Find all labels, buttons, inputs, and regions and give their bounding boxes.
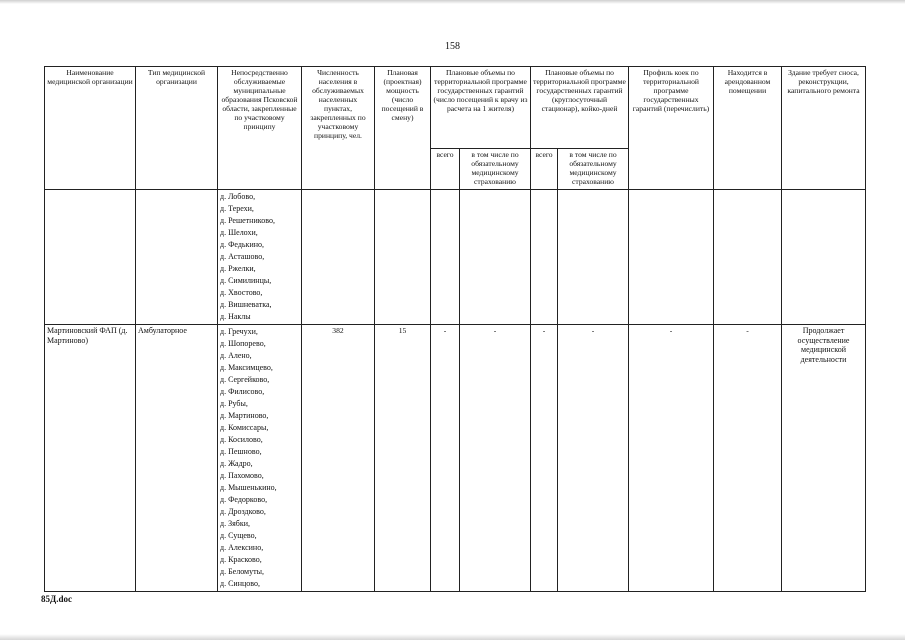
village-name: д. Беломуты, xyxy=(220,567,264,576)
village-name: д. Жадро, xyxy=(220,459,253,468)
header-population: Численность населения в обслуживаемых населенных пунктах, закрепленных по участковому принципу, чел. xyxy=(302,67,375,190)
cell-outpatient-insurance: - xyxy=(460,325,531,592)
document-filename: 85Д.doc xyxy=(41,594,72,604)
village-name: д. Сущево, xyxy=(220,531,257,540)
village-name: д. Алексино, xyxy=(220,543,264,552)
village-name: д. Красково, xyxy=(220,555,262,564)
header-inpatient-volume: Плановые объемы по территориальной программе государственных гарантий (круглосуточный стационар), койко-дней xyxy=(531,67,629,149)
scan-bottom-edge xyxy=(0,634,905,640)
cell-villages xyxy=(218,325,302,592)
village-name: д. Филисово, xyxy=(220,387,265,396)
header-rented: Находится в арендованном помещении xyxy=(714,67,782,190)
cell-building xyxy=(782,325,866,592)
header-bed-profile: Профиль коек по территориальной программе государственных гарантий (перечислить) xyxy=(629,67,714,190)
village-name: д. Терехи, xyxy=(220,204,254,213)
village-name: д. Сергейково, xyxy=(220,375,270,384)
header-outpatient-insurance: в том числе по обязательному медицинскому страхованию xyxy=(460,149,531,190)
village-name: д. Шелохи, xyxy=(220,228,258,237)
table-row-martinovsky xyxy=(45,325,866,592)
cell-empty xyxy=(136,190,218,325)
header-building: Здание требует сноса, реконструкции, капитального ремонта xyxy=(782,67,866,190)
cell-empty xyxy=(629,190,714,325)
medical-organizations-table xyxy=(44,66,866,592)
cell-empty xyxy=(714,190,782,325)
header-outpatient-total: всего xyxy=(431,149,460,190)
village-name: д. Лобово, xyxy=(220,192,256,201)
cell-empty xyxy=(302,190,375,325)
cell-empty xyxy=(782,190,866,325)
cell-outpatient-total: - xyxy=(431,325,460,592)
header-inpatient-total: всего xyxy=(531,149,558,190)
header-row xyxy=(45,67,866,149)
village-name: д. Решетниково, xyxy=(220,216,275,225)
village-name: д. Пешново, xyxy=(220,447,262,456)
cell-inpatient-total: - xyxy=(531,325,558,592)
cell-empty xyxy=(460,190,531,325)
village-name: д. Федькино, xyxy=(220,240,265,249)
village-name: д. Мартиново, xyxy=(220,411,269,420)
cell-empty xyxy=(45,190,136,325)
building-status: Продолжает осуществление медицинской деятельности xyxy=(797,326,850,364)
cell-population: 382 xyxy=(302,325,375,592)
village-name: д. Дроздково, xyxy=(220,507,266,516)
village-name: д. Синцово, xyxy=(220,579,260,588)
header-inpatient-insurance: в том числе по обязательному медицинскому страхованию xyxy=(558,149,629,190)
cell-org-type xyxy=(136,325,218,592)
village-name: д. Пахомово, xyxy=(220,471,264,480)
cell-empty xyxy=(558,190,629,325)
village-name: д. Максимцево, xyxy=(220,363,273,372)
cell-rented: - xyxy=(714,325,782,592)
table-row-continuation xyxy=(45,190,866,325)
village-name: д. Шопорево, xyxy=(220,339,266,348)
village-name: д. Зябки, xyxy=(220,519,250,528)
org-type: Амбулаторное xyxy=(138,326,187,335)
cell-org-name xyxy=(45,325,136,592)
village-name: д. Комиссары, xyxy=(220,423,269,432)
header-org-type: Тип медицинской организации xyxy=(136,67,218,190)
cell-bed-profile: - xyxy=(629,325,714,592)
cell-inpatient-insurance: - xyxy=(558,325,629,592)
scan-top-edge xyxy=(0,0,905,4)
village-name: д. Рубы, xyxy=(220,399,248,408)
village-name: д. Асташово, xyxy=(220,252,265,261)
cell-empty xyxy=(375,190,431,325)
village-name: д. Алено, xyxy=(220,351,252,360)
page-number: 158 xyxy=(445,41,460,52)
cell-empty xyxy=(431,190,460,325)
cell-continued-villages xyxy=(218,190,302,325)
village-name: д. Хвостово, xyxy=(220,288,263,297)
header-org-name: Наименование медицинской организации xyxy=(45,67,136,190)
village-name: д. Ржелки, xyxy=(220,264,256,273)
header-areas: Непосредственно обслуживаемые муниципальные образования Псковской области, закрепленные по участковому принципу xyxy=(218,67,302,190)
header-capacity: Плановая (проектная) мощность (число посещений в смену) xyxy=(375,67,431,190)
org-name: Мартиновский ФАП (д. Мартиново) xyxy=(47,326,128,345)
cell-capacity: 15 xyxy=(375,325,431,592)
village-name: д. Вишневатка, xyxy=(220,300,272,309)
village-name: д. Гречухи, xyxy=(220,327,258,336)
cell-empty xyxy=(531,190,558,325)
village-name: д. Косилово, xyxy=(220,435,263,444)
village-name: д. Мышенькино, xyxy=(220,483,277,492)
village-name: д. Симилинцы, xyxy=(220,276,272,285)
village-name: д. Федорково, xyxy=(220,495,268,504)
header-outpatient-volume: Плановые объемы по территориальной программе государственных гарантий (число посещений к врачу из расчета на 1 жителя) xyxy=(431,67,531,149)
village-name: д. Наклы xyxy=(220,312,251,321)
